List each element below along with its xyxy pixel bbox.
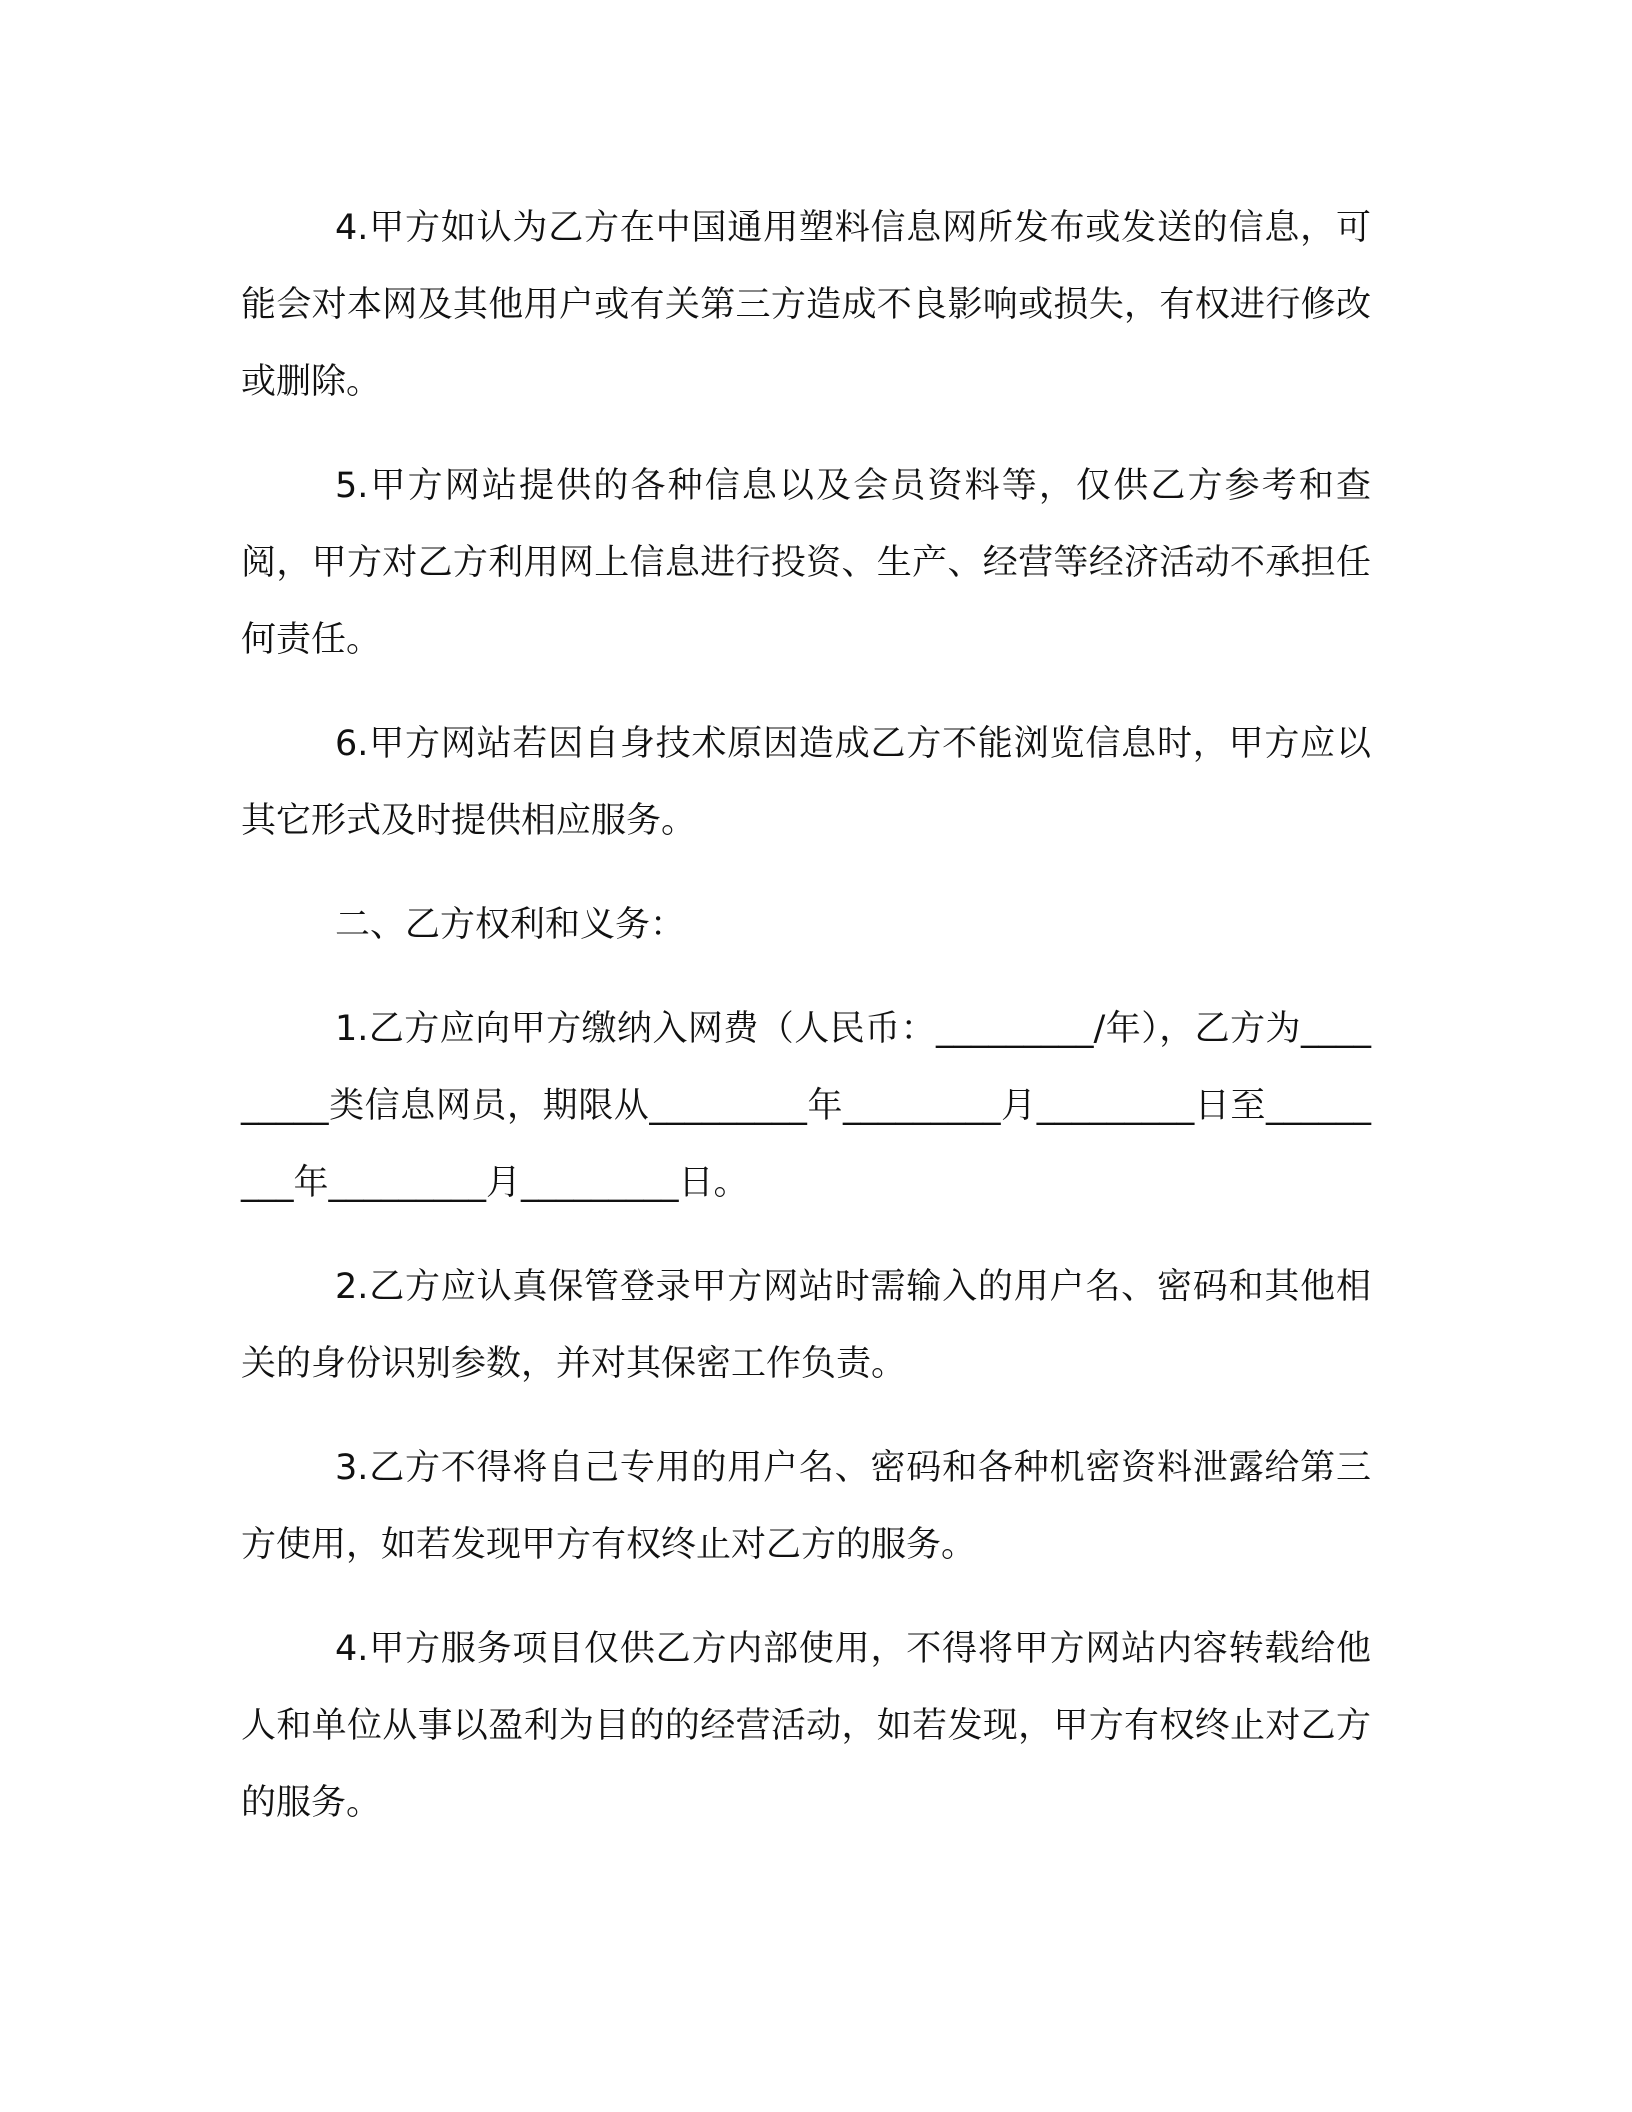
clause-a5: 5.甲方网站提供的各种信息以及会员资料等，仅供乙方参考和查阅，甲方对乙方利用网上信息进行投资、生产、经营等经济活动不承担任何责任。 [241,466,1371,660]
clause-a4: 4.甲方如认为乙方在中国通用塑料信息网所发布或发送的信息，可能会对本网及其他用户或有关第三方造成不良影响或损失，有权进行修改或删除。 [241,208,1371,402]
clause-b3: 3.乙方不得将自己专用的用户名、密码和各种机密资料泄露给第三方使用，如若发现甲方有权终止对乙方的服务。 [241,1448,1371,1565]
document-body [241,190,1371,1869]
clause-a6: 6.甲方网站若因自身技术原因造成乙方不能浏览信息时，甲方应以其它形式及时提供相应服务。 [241,724,1371,841]
clause-b1: 1.乙方应向甲方缴纳入网费（人民币：_________/年），乙方为_________类信息网员，期限从_________年_________月_________日至_________年_________月_________日。 [241,1009,1371,1203]
clause-b4: 4.甲方服务项目仅供乙方内部使用，不得将甲方网站内容转载给他人和单位从事以盈利为目的的经营活动，如若发现，甲方有权终止对乙方的服务。 [241,1629,1371,1823]
section-heading: 二、乙方权利和义务： [335,905,686,945]
clause-b2: 2.乙方应认真保管登录甲方网站时需输入的用户名、密码和其他相关的身份识别参数，并对其保密工作负责。 [241,1267,1371,1384]
